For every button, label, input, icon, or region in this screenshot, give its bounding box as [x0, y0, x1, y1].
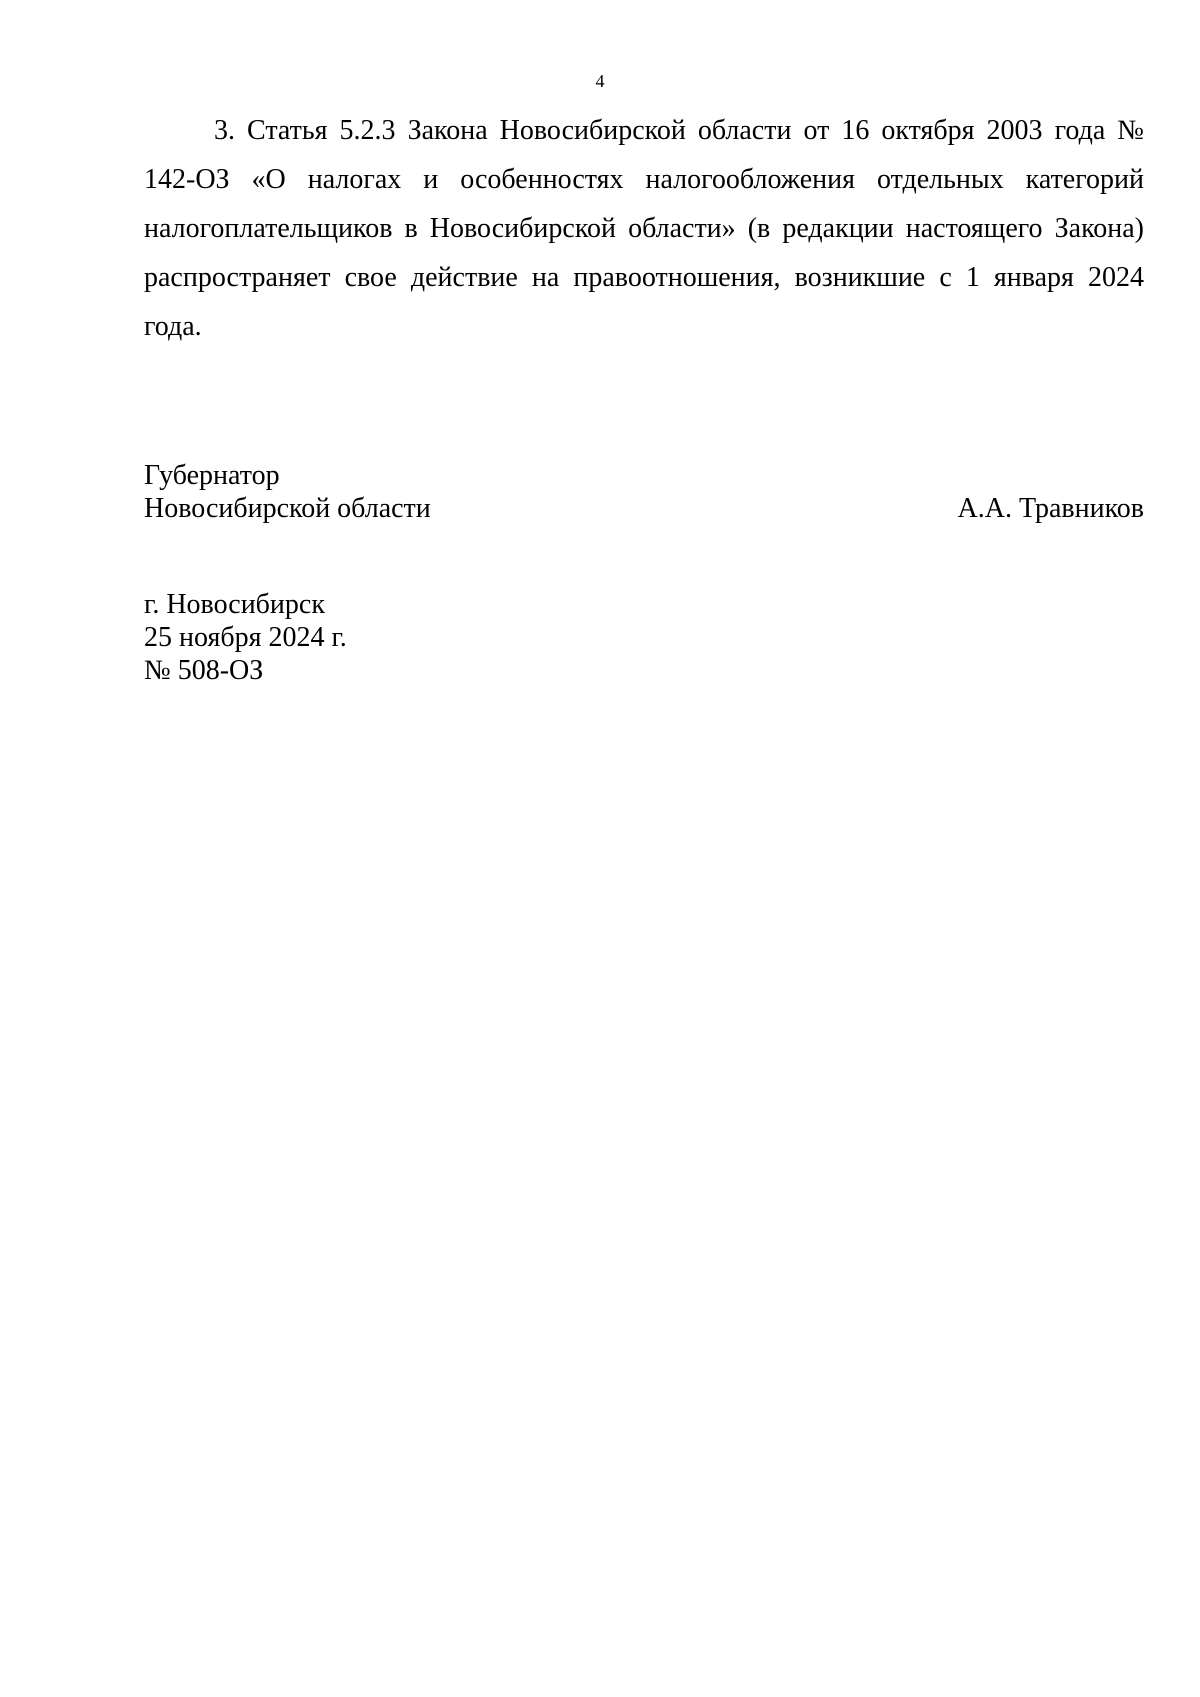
signatory-title-line-2: Новосибирской области [144, 493, 431, 524]
signature-row [144, 492, 1144, 525]
body-paragraph: 3. Статья 5.2.3 Закона Новосибирской области от 16 октября 2003 года № 142-ОЗ «О налогах и особенностях налогообложения отдельных категорий налогоплательщиков в Новосибирской области» (в редакции настоящего Закона) распространяет свое действие на правоотношения, возникшие с 1 января 2024 года. [144, 115, 1144, 342]
place-date-block [144, 588, 744, 687]
signatory-name: А.А. Травников [957, 493, 1144, 524]
law-number: № 508-ОЗ [144, 655, 264, 686]
page-number: 4 [595, 71, 605, 91]
signing-date: 25 ноября 2024 г. [144, 622, 347, 653]
signatory-title-line-1: Губернатор [144, 460, 280, 491]
signature-block [144, 459, 1144, 525]
city: г. Новосибирск [144, 589, 325, 620]
